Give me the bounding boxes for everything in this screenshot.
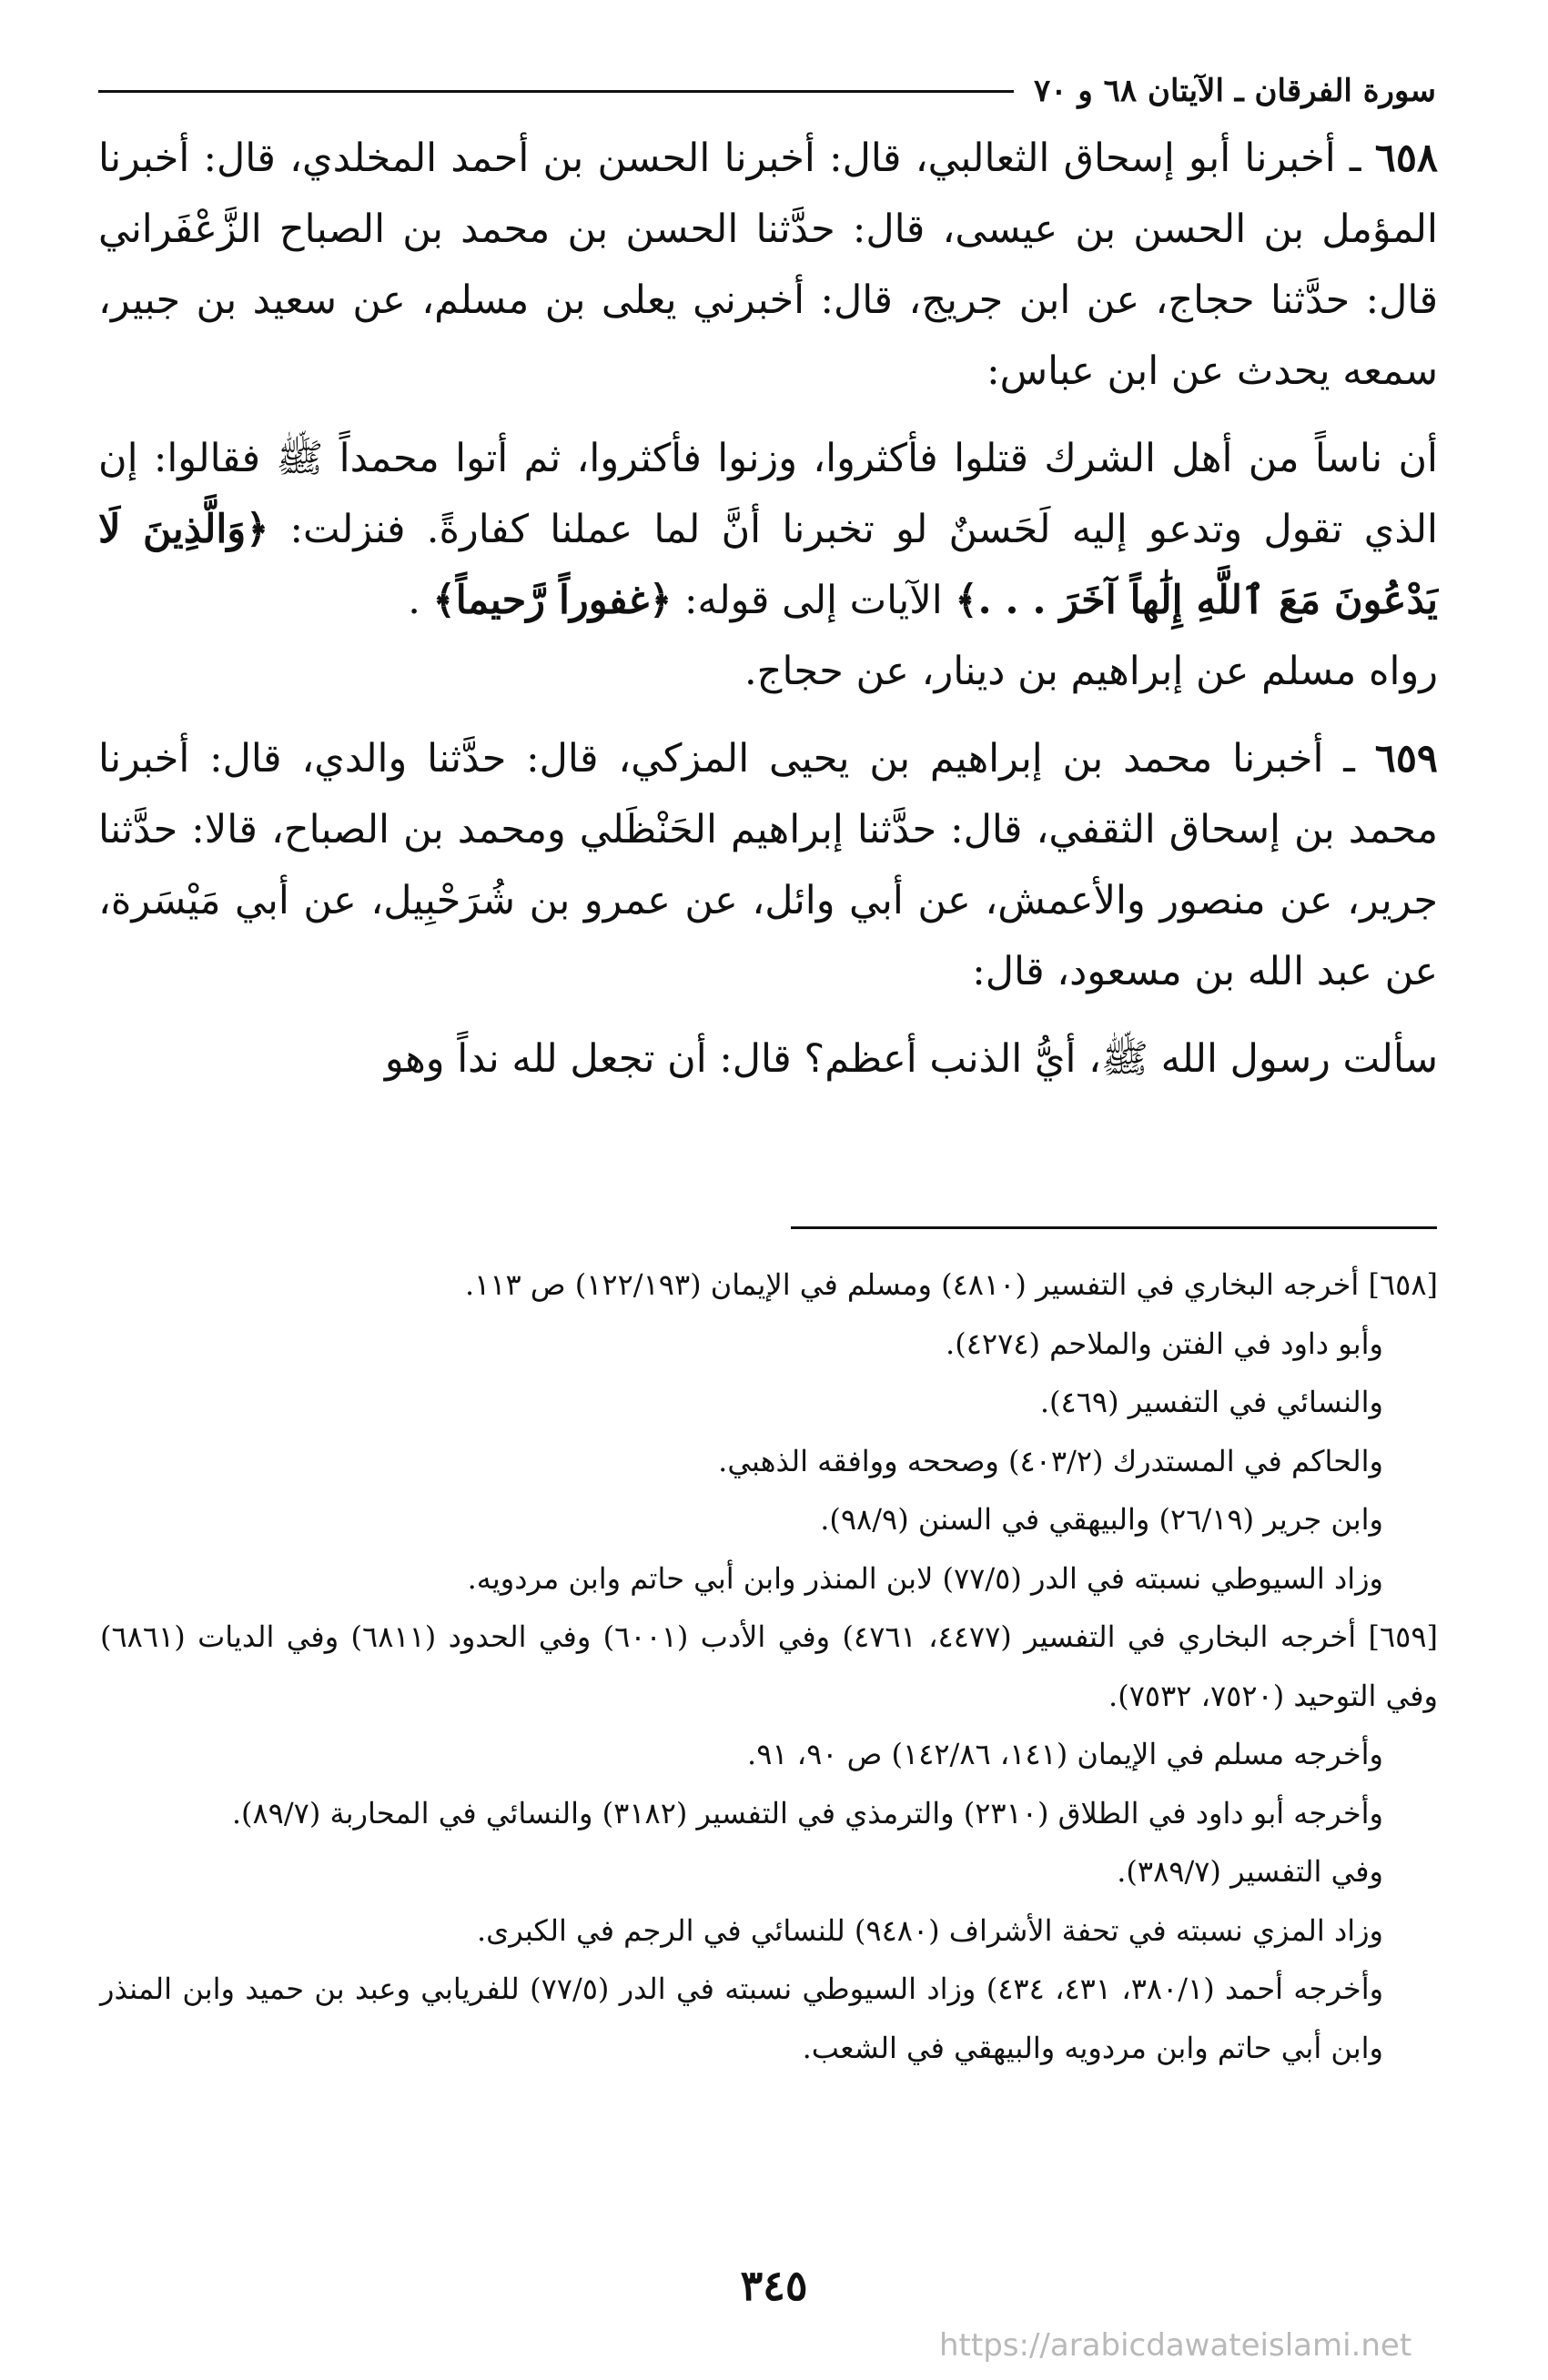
isnad-text: ـ أخبرنا أبو إسحاق الثعالبي، قال: أخبرنا الحسن بن أحمد المخلدي، قال: أخبرنا المؤمل بن الحسن بن عيسى، قال: حدَّثنا الحسن بن محمد بن الصباح الزَّعْفَراني قال: حدَّثنا حجاج، عن ابن جريج، قال: أخبرني يعلى بن مسلم، عن سعيد بن جبير، سمعه يحدث عن ابن عباس: bbox=[98, 136, 1438, 394]
watermark-url: https://arabicdawateislami.net bbox=[939, 2327, 1412, 2364]
header-rule bbox=[98, 90, 1014, 93]
footnote-line: وزاد المزي نسبته في تحفة الأشراف (٩٤٨٠) للنسائي في الرجم في الكبرى. bbox=[477, 1912, 1383, 1948]
main-text bbox=[98, 123, 1438, 1094]
footnotes bbox=[100, 1256, 1438, 2077]
matn-text: أن ناساً من أهل الشرك قتلوا فأكثروا، وزنوا فأكثروا، ثم أتوا محمداً ﷺ فقالوا: إن الذي تقول وتدعو إليه لَحَسنٌ لو تخبرنا أنَّ لما عملنا كفارةً. فنزلت: bbox=[98, 436, 1439, 552]
footnote-line: [٦٥٨] أخرجه البخاري في التفسير (٤٨١٠) ومسلم في الإيمان (١٢٢/١٩٣) ص ١١٣. bbox=[464, 1267, 1438, 1302]
surah-title: سورة الفرقان ـ الآيتان ٦٨ و ٧٠ bbox=[1034, 73, 1436, 109]
hadith-658-riwaya: رواه مسلم عن إبراهيم بن دينار، عن حجاج. bbox=[744, 649, 1438, 694]
footnote-line: وأخرجه مسلم في الإيمان (١٤١، ١٤٢/٨٦) ص ٩٠، ٩١. bbox=[747, 1737, 1383, 1771]
footnote-line: وأبو داود في الفتن والملاحم (٤٢٧٤). bbox=[946, 1326, 1383, 1361]
footnote-line: وزاد السيوطي نسبته في الدر (٧٧/٥) لابن المنذر وابن أبي حاتم وابن مردويه. bbox=[467, 1560, 1383, 1596]
footnote-line: والنسائي في التفسير (٤٦٩). bbox=[1039, 1385, 1383, 1419]
isnad-text: ـ أخبرنا محمد بن إبراهيم بن يحيى المزكي، قال: حدَّثنا والدي، قال: أخبرنا محمد بن إسحاق الثقفي، قال: حدَّثنا إبراهيم الحَنْظَلي ومحمد بن الصباح، قالا: حدَّثنا جرير، عن منصور والأعمش، عن أبي وائل، عن عمرو بن شُرَحْبِيل، عن أبي مَيْسَرة، عن عبد الله بن مسعود، قال: bbox=[98, 736, 1438, 994]
footnote-line: وأخرجه أبو داود في الطلاق (٢٣١٠) والترمذي في التفسير (٣١٨٢) والنسائي في المحاربة (٨٩/٧). bbox=[231, 1795, 1383, 1830]
footnote-line: وابن جرير (٢٦/١٩) والبيهقي في السنن (٩٨/٩). bbox=[820, 1502, 1383, 1537]
footnote-line: وفي التفسير (٣٨٩/٧). bbox=[1117, 1854, 1383, 1889]
hadith-number: ٦٥٩ bbox=[1374, 736, 1439, 782]
hadith-658-matn bbox=[98, 423, 1438, 636]
running-header bbox=[98, 68, 1436, 114]
end-dot: . bbox=[408, 578, 420, 623]
footnote-line: وأخرجه أحمد (٣٨٠/١، ٤٣١، ٤٣٤) وزاد السيوطي نسبته في الدر (٧٧/٥) للفريابي وعبد بن حميد وابن المنذر وابن أبي حاتم وابن مردويه والبيهقي في الشعب. bbox=[100, 1972, 1384, 2065]
quran-verse-end: ﴿غفوراً رَّحيماً﴾ bbox=[432, 578, 673, 623]
hadith-658-isnad bbox=[98, 123, 1438, 407]
hadith-number: ٦٥٨ bbox=[1374, 136, 1439, 181]
footnote-line: والحاكم في المستدرك (٤٠٣/٢) وصححه ووافقه الذهبي. bbox=[718, 1443, 1383, 1478]
matn-text-2: الآيات إلى قوله: bbox=[684, 578, 943, 623]
quran-verse: ﴿وَالَّذِينَ لَا يَدْعُونَ مَعَ ٱللَّهِ إِلَٰهاً آخَرَ . . .﴾ bbox=[98, 507, 1438, 623]
hadith-659-matn: سألت رسول الله ﷺ، أيُّ الذنب أعظم؟ قال: أن تجعل لله نداً وهو bbox=[384, 1036, 1438, 1082]
hadith-659-isnad bbox=[98, 723, 1438, 1007]
footnote-line: [٦٥٩] أخرجه البخاري في التفسير (٤٤٧٧، ٤٧٦١) وفي الأدب (٦٠٠١) وفي الحدود (٦٨١١) وفي الديات (٦٨٦١) وفي التوحيد (٧٥٢٠، ٧٥٣٢). bbox=[100, 1619, 1439, 1713]
footnote-separator bbox=[791, 1226, 1437, 1229]
page-number: ٣٤٥ bbox=[740, 2261, 808, 2310]
